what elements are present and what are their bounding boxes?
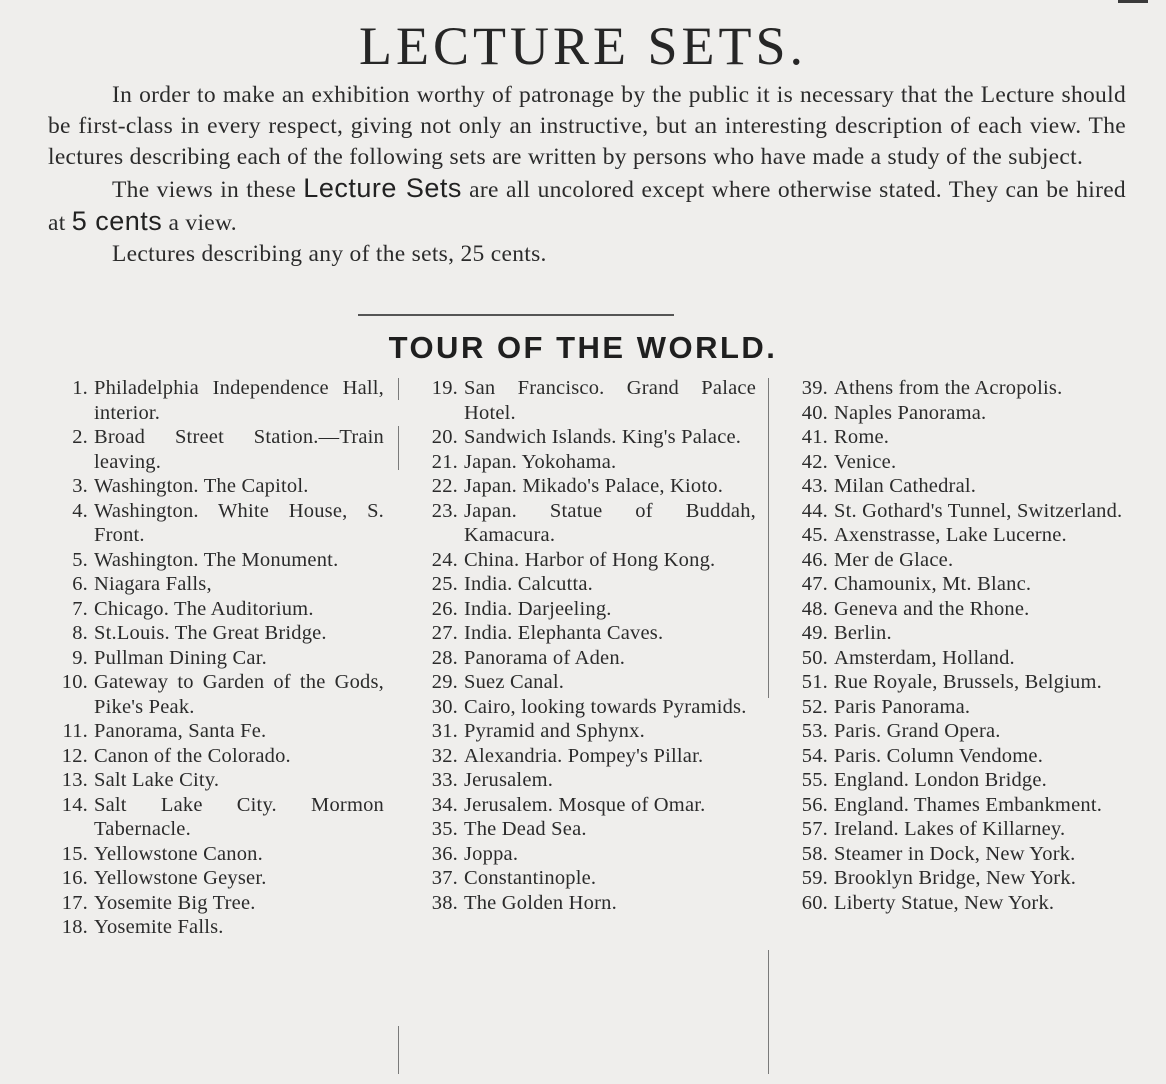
item-number: 59. [801,867,828,889]
item-title: Yellowstone Canon. [94,842,263,865]
item-title: Panorama of Aden. [464,646,626,669]
list-item [414,474,756,499]
list-item [784,719,1126,744]
item-number: 7. [72,597,88,620]
item-title: The Golden Horn. [464,891,617,914]
price-emphasis: 5 cents [71,206,163,236]
list-item [44,572,384,597]
item-title: Paris. Column Vendome. [834,744,1044,767]
item-title: Japan. Mikado's Palace, Kioto. [464,475,724,497]
item-title: Washington. The Monument. [94,548,339,571]
list-item [414,376,756,425]
list-item [414,425,756,450]
list-item [784,744,1126,769]
item-number: 17. [61,891,88,914]
item-title: Brooklyn Bridge, New York. [834,867,1077,889]
item-number: 47. [801,573,828,595]
item-number: 60. [801,891,828,914]
item-title: Berlin. [834,622,892,644]
item-number: 33. [431,769,458,791]
list-item [44,891,384,916]
list-item [44,866,384,891]
list-item [414,719,756,744]
item-number: 51. [801,671,828,693]
item-title: Yosemite Big Tree. [94,891,256,914]
list-item [44,499,384,548]
item-number: 35. [431,818,458,840]
list-item [784,425,1126,450]
column-divider-2a [768,378,769,698]
item-number: 55. [801,769,828,791]
list-item [784,474,1126,499]
item-number: 19. [431,377,458,399]
list-item [44,744,384,769]
item-title: England. London Bridge. [834,769,1047,791]
item-number: 36. [431,842,458,865]
list-item [44,842,384,867]
intro-text [48,80,1126,270]
item-title: Salt Lake City. Mormon Tabernacle. [94,793,384,840]
item-number: 30. [431,695,458,718]
item-number: 52. [801,695,828,718]
column-divider-1c [398,1026,399,1074]
item-title: Liberty Statue, New York. [834,891,1055,914]
list-column-2 [414,376,756,915]
item-number: 41. [801,426,828,448]
section-divider [358,314,674,316]
item-number: 14. [61,793,88,816]
item-title: Amsterdam, Holland. [834,646,1015,669]
item-title: Steamer in Dock, New York. [834,842,1076,865]
item-title: China. Harbor of Hong Kong. [464,548,716,571]
item-title: Panorama, Santa Fe. [94,720,267,742]
intro-paragraph-1: In order to make an exhibition worthy of patronage by the public it is necessary that the Lecture should be first-class in every respect, giving not only an instructive, but an interesting description of each view. The lectures describing each of the following sets are written by persons who have made a study of the subject. [48,82,1126,170]
item-number: 44. [801,499,828,522]
list-item [784,670,1126,695]
list-item [784,548,1126,573]
item-title: India. Elephanta Caves. [464,622,664,644]
list-item [784,842,1126,867]
list-item [784,768,1126,793]
column-divider-1b [398,426,399,470]
item-number: 28. [431,646,458,669]
section-title: TOUR OF THE WORLD. [388,330,778,365]
item-title: Alexandria. Pompey's Pillar. [464,744,704,767]
item-title: Jerusalem. [464,769,554,791]
list-item [414,744,756,769]
list-column-3 [784,376,1126,915]
item-title: San Francisco. Grand Palace Hotel. [464,377,756,424]
list-item [784,817,1126,842]
item-title: St.Louis. The Great Bridge. [94,622,327,644]
item-number: 56. [801,793,828,816]
item-number: 53. [801,720,828,742]
item-title: Ireland. Lakes of Killarney. [834,818,1066,840]
intro-paragraph-2 [48,173,1126,239]
item-title: Canon of the Colorado. [94,744,291,767]
list-item [414,891,756,916]
item-number: 12. [61,744,88,767]
list-item [784,646,1126,671]
item-number: 27. [431,622,458,644]
item-number: 43. [801,475,828,497]
list-item [784,793,1126,818]
list-item [784,376,1126,401]
list-item [414,817,756,842]
item-number: 3. [72,475,88,497]
item-number: 18. [61,916,88,938]
list-item [44,719,384,744]
corner-rule-mark [1118,0,1148,3]
list-item [44,376,384,425]
list-item [784,523,1126,548]
item-number: 16. [61,867,88,889]
item-number: 37. [431,867,458,889]
list-item [784,499,1126,524]
item-title: Naples Panorama. [834,401,987,424]
item-title: Athens from the Acropolis. [834,377,1063,399]
item-number: 10. [61,671,88,693]
item-title: Sandwich Islands. King's Palace. [464,426,742,448]
item-title: Rue Royale, Brussels, Belgium. [834,671,1102,693]
item-number: 2. [72,426,88,448]
list-item [44,548,384,573]
item-number: 20. [431,426,458,448]
list-item [784,401,1126,426]
list-item [414,572,756,597]
list-item [44,474,384,499]
item-number: 4. [72,499,88,522]
list-column-1 [44,376,384,940]
item-number: 54. [801,744,828,767]
item-number: 25. [431,573,458,595]
list-item [784,572,1126,597]
intro-p2-part-a: The views in these [112,177,297,203]
item-number: 50. [801,646,828,669]
list-item [44,597,384,622]
list-item [44,425,384,474]
item-number: 6. [72,573,88,595]
item-title: Rome. [834,426,890,448]
item-title: Philadelphia Independence Hall, interior. [94,377,384,424]
list-item [784,866,1126,891]
list-item [414,499,756,548]
item-number: 26. [431,597,458,620]
item-number: 57. [801,818,828,840]
list-item [784,450,1126,475]
item-number: 48. [801,597,828,620]
list-item [44,621,384,646]
list-item [784,891,1126,916]
item-title: Washington. The Capitol. [94,475,309,497]
item-number: 39. [801,377,828,399]
list-item [414,597,756,622]
item-number: 40. [801,401,828,424]
item-title: Axenstrasse, Lake Lucerne. [834,524,1067,546]
item-number: 8. [72,622,88,644]
item-title: Geneva and the Rhone. [834,597,1030,620]
list-item [414,548,756,573]
item-title: Yellowstone Geyser. [94,867,267,889]
list-item [44,915,384,940]
list-item [414,842,756,867]
item-title: India. Darjeeling. [464,597,612,620]
lecture-sets-emphasis: Lecture Sets [303,173,462,203]
column-divider-2b [768,950,769,1074]
list-item [784,621,1126,646]
item-title: Salt Lake City. [94,769,220,791]
item-number: 31. [431,720,458,742]
item-title: Japan. Yokohama. [464,450,617,473]
item-number: 15. [61,842,88,865]
item-title: Constantinople. [464,867,597,889]
list-item [44,646,384,671]
item-title: Milan Cathedral. [834,475,977,497]
item-title: Chicago. The Auditorium. [94,597,314,620]
list-item [784,695,1126,720]
item-title: Mer de Glace. [834,548,954,571]
item-title: Paris. Grand Opera. [834,720,1001,742]
item-title: Chamounix, Mt. Blanc. [834,573,1032,595]
item-title: St. Gothard's Tunnel, Switzerland. [834,499,1123,522]
list-item [44,793,384,842]
item-number: 23. [431,499,458,522]
item-number: 58. [801,842,828,865]
list-item [414,450,756,475]
list-item [414,768,756,793]
item-title: Yosemite Falls. [94,916,224,938]
item-number: 1. [72,377,88,399]
column-divider-1a [398,378,399,400]
item-title: Joppa. [464,842,519,865]
page-title: LECTURE SETS. [358,16,807,76]
item-number: 29. [431,671,458,693]
item-title: Japan. Statue of Buddah, Kamacura. [464,499,756,546]
list-item [44,670,384,719]
list-item [414,793,756,818]
item-title: Broad Street Station.—Train leaving. [94,426,384,473]
item-number: 34. [431,793,458,816]
item-number: 38. [431,891,458,914]
item-title: Cairo, looking towards Pyramids. [464,695,747,718]
item-title: England. Thames Embankment. [834,793,1103,816]
item-title: Pullman Dining Car. [94,646,267,669]
list-item [414,695,756,720]
item-title: Washington. White House, S. Front. [94,499,384,546]
item-number: 42. [801,450,828,473]
item-number: 13. [61,769,88,791]
item-number: 5. [72,548,88,571]
item-title: India. Calcutta. [464,573,594,595]
item-title: Venice. [834,450,897,473]
item-title: Pyramid and Sphynx. [464,720,645,742]
item-number: 22. [431,475,458,497]
intro-p2-part-e: a view. [168,210,237,236]
list-item [784,597,1126,622]
item-number: 24. [431,548,458,571]
item-title: Niagara Falls, [94,573,212,595]
item-title: Suez Canal. [464,671,565,693]
list-item [414,866,756,891]
item-title: Paris Panorama. [834,695,971,718]
item-title: Gateway to Garden of the Gods, Pike's Peak. [94,671,384,718]
item-number: 46. [801,548,828,571]
intro-p2-part-c: are all uncolored except where otherwise stated. They can be hired at [48,177,1126,236]
list-item [414,670,756,695]
item-title: Jerusalem. Mosque of Omar. [464,793,706,816]
item-number: 9. [72,646,88,669]
item-number: 32. [431,744,458,767]
intro-paragraph-3: Lectures describing any of the sets, 25 cents. [112,241,547,267]
list-item [414,646,756,671]
item-number: 45. [801,524,828,546]
list-item [44,768,384,793]
item-number: 11. [62,720,88,742]
item-title: The Dead Sea. [464,818,587,840]
item-number: 21. [431,450,458,473]
item-number: 49. [801,622,828,644]
list-item [414,621,756,646]
